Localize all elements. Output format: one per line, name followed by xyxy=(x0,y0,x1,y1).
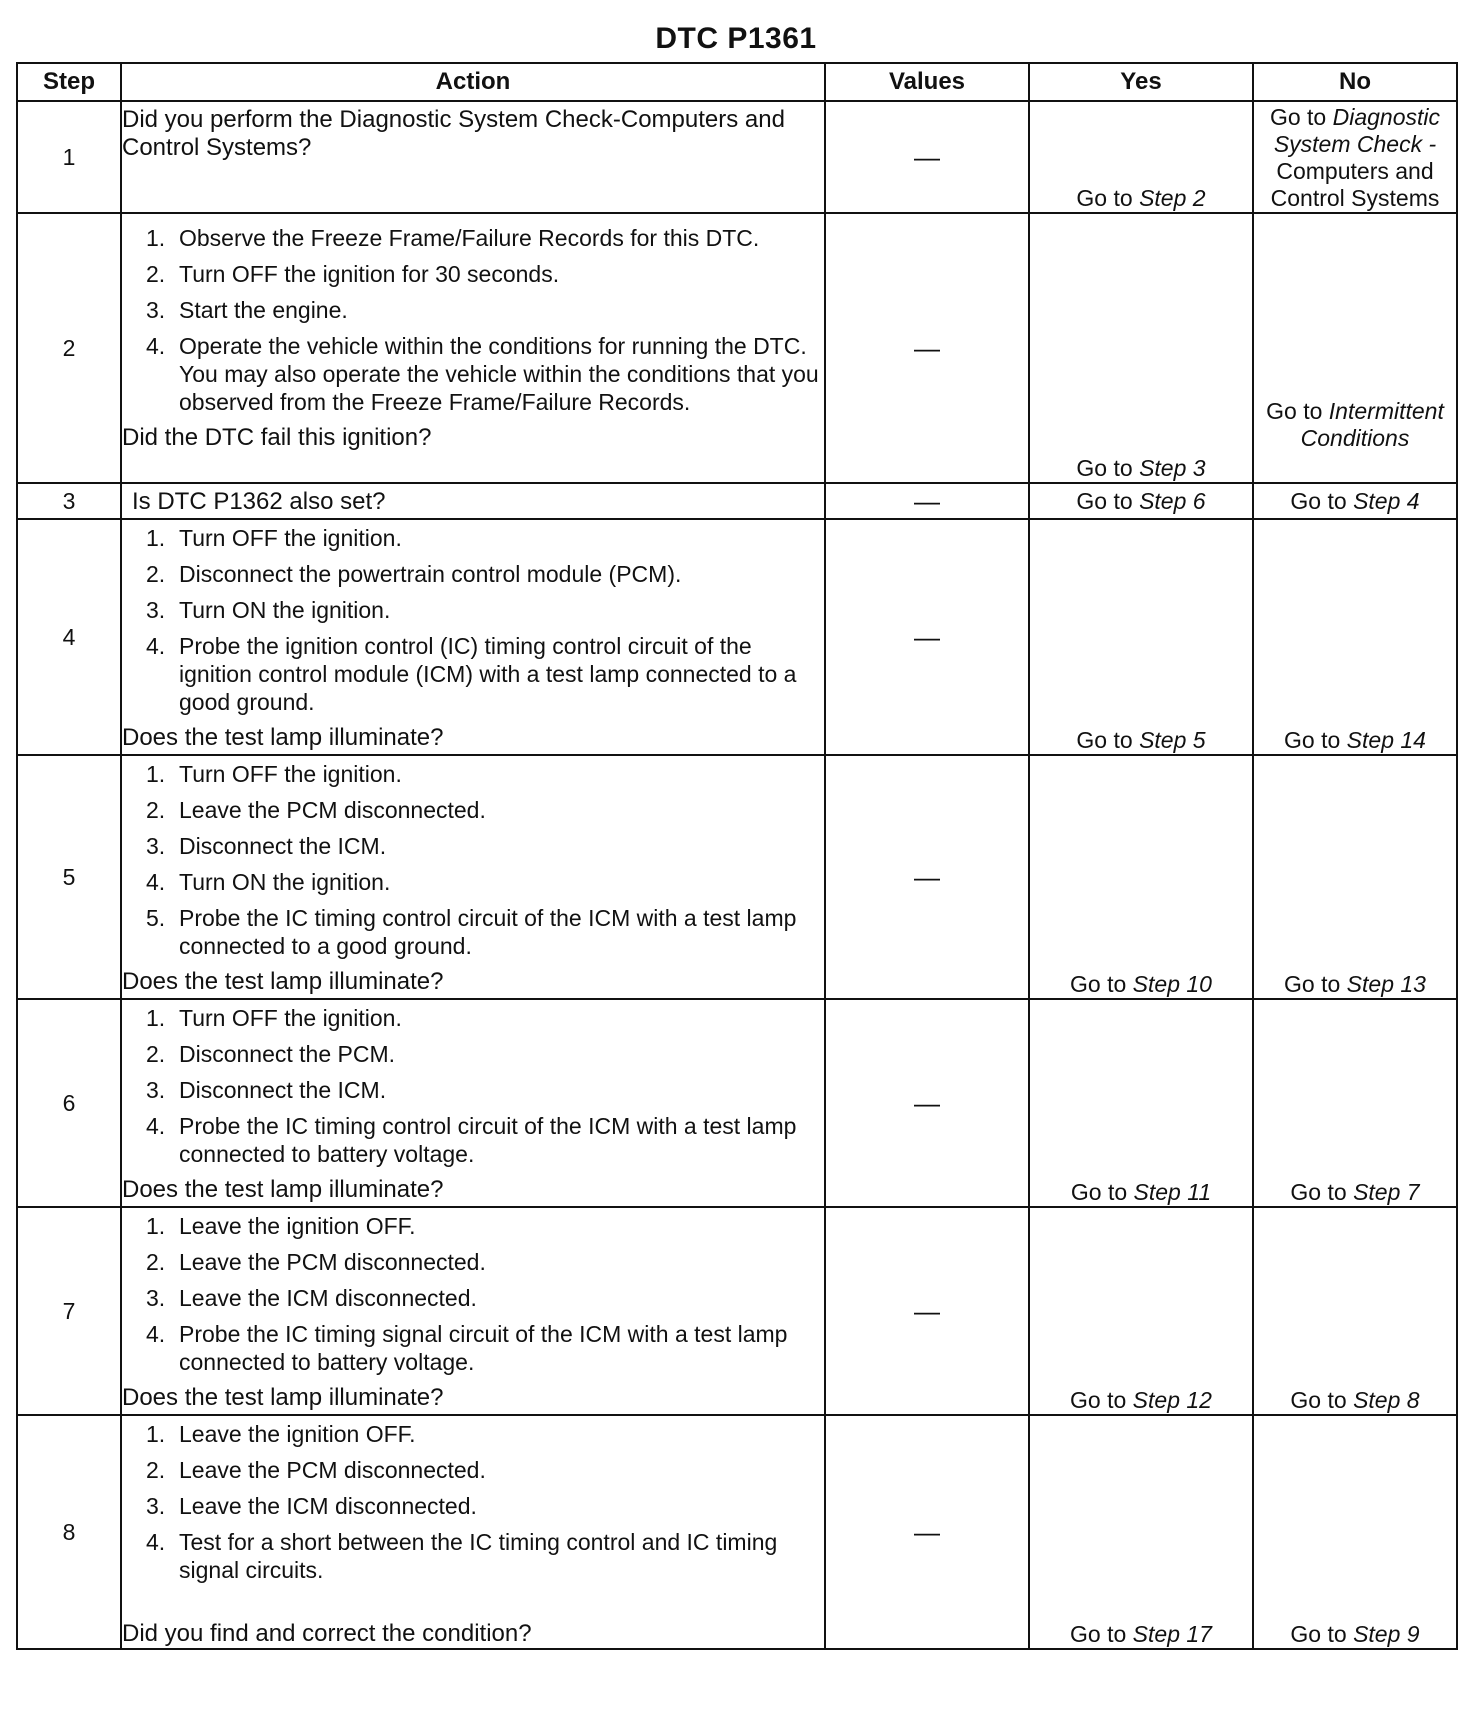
goto-label: Go to xyxy=(1076,488,1133,514)
step-index: 3. xyxy=(146,297,166,323)
action-step xyxy=(146,868,824,896)
header-values: Values xyxy=(825,63,1029,101)
no-cell xyxy=(1253,755,1457,999)
step-index: 3. xyxy=(146,1077,166,1103)
action-cell xyxy=(121,213,825,483)
action-cell xyxy=(121,1415,825,1649)
yes-step-ref: Step 10 xyxy=(1132,971,1212,997)
action-question: Is DTC P1362 also set? xyxy=(132,488,386,515)
action-cell xyxy=(121,755,825,999)
goto-label: Go to xyxy=(1070,1179,1128,1205)
step-number: 2 xyxy=(17,213,121,483)
action-question: Does the test lamp illuminate? xyxy=(122,1384,444,1411)
action-cell xyxy=(121,101,825,213)
goto-label: Go to xyxy=(1290,1387,1347,1413)
action-step xyxy=(146,1076,824,1104)
yes-step-ref: Step 17 xyxy=(1132,1621,1212,1647)
step-text: Disconnect the PCM. xyxy=(179,1041,396,1067)
step-text: Disconnect the powertrain control module (PCM). xyxy=(179,561,682,587)
header-step: Step xyxy=(17,63,121,101)
goto-label: Go to xyxy=(1076,727,1133,753)
step-index: 4. xyxy=(146,333,166,359)
step-text: Probe the IC timing control circuit of the ICM with a test lamp connected to battery voltage. xyxy=(179,1113,797,1167)
no-goto xyxy=(1290,488,1419,514)
no-step-ref: Step 7 xyxy=(1353,1179,1420,1205)
step-text: Turn OFF the ignition. xyxy=(179,1005,402,1031)
action-steps xyxy=(122,1420,824,1584)
header-no: No xyxy=(1253,63,1457,101)
action-question: Does the test lamp illuminate? xyxy=(122,1176,444,1203)
yes-goto xyxy=(1070,1387,1212,1413)
dtc-table xyxy=(16,62,1458,1650)
action-step xyxy=(146,1040,824,1068)
action-step xyxy=(146,260,824,288)
action-cell xyxy=(121,1207,825,1415)
goto-label: Go to xyxy=(1076,185,1133,211)
yes-step-ref: Step 12 xyxy=(1132,1387,1212,1413)
yes-cell xyxy=(1029,101,1253,213)
step-index: 2. xyxy=(146,1041,166,1067)
action-cell xyxy=(121,483,825,519)
no-cell xyxy=(1253,1207,1457,1415)
step-index: 1. xyxy=(146,761,166,787)
table-row xyxy=(17,1207,1457,1415)
no-goto xyxy=(1254,104,1456,212)
no-step-ref: Step 13 xyxy=(1346,971,1426,997)
action-step xyxy=(146,524,824,552)
step-text: Leave the ICM disconnected. xyxy=(179,1493,477,1519)
action-step xyxy=(146,1112,824,1168)
yes-step-ref: Step 3 xyxy=(1139,455,1206,481)
step-number: 7 xyxy=(17,1207,121,1415)
yes-goto xyxy=(1070,971,1212,997)
yes-goto xyxy=(1070,1621,1212,1647)
action-cell xyxy=(121,519,825,755)
no-step-ref: Step 14 xyxy=(1346,727,1426,753)
no-cell xyxy=(1253,1415,1457,1649)
action-question: Did you perform the Diagnostic System Check-Computers and Control Systems? xyxy=(122,106,785,161)
no-goto xyxy=(1290,1179,1419,1205)
yes-cell xyxy=(1029,1207,1253,1415)
step-text: Leave the PCM disconnected. xyxy=(179,797,486,823)
step-number: 8 xyxy=(17,1415,121,1649)
yes-step-ref: Step 6 xyxy=(1139,488,1206,514)
step-index: 2. xyxy=(146,561,166,587)
action-step xyxy=(146,1528,824,1584)
no-cell xyxy=(1253,483,1457,519)
action-step xyxy=(146,1456,824,1484)
step-index: 3. xyxy=(146,1493,166,1519)
step-text: Probe the ignition control (IC) timing control circuit of the ignition control module (ICM) with a test lamp connected to a good ground. xyxy=(179,633,797,715)
no-goto xyxy=(1254,398,1456,452)
values-cell: — xyxy=(825,999,1029,1207)
step-text: Turn OFF the ignition for 30 seconds. xyxy=(179,261,560,287)
step-text: Leave the PCM disconnected. xyxy=(179,1457,486,1483)
step-number: 3 xyxy=(17,483,121,519)
no-extra: Computers and Control Systems xyxy=(1270,158,1440,211)
action-steps xyxy=(122,524,824,716)
no-cell xyxy=(1253,999,1457,1207)
step-text: Leave the ignition OFF. xyxy=(179,1421,416,1447)
step-number: 5 xyxy=(17,755,121,999)
yes-cell xyxy=(1029,483,1253,519)
step-text: Leave the ignition OFF. xyxy=(179,1213,416,1239)
step-index: 1. xyxy=(146,1421,166,1447)
step-text: Operate the vehicle within the conditions for running the DTC. You may also operate the vehicle within the conditions that you observed from the Freeze Frame/Failure Records. xyxy=(179,333,819,415)
step-index: 1. xyxy=(146,1213,166,1239)
step-index: 1. xyxy=(146,1005,166,1031)
action-step xyxy=(146,1248,824,1276)
step-index: 3. xyxy=(146,833,166,859)
action-steps xyxy=(122,224,824,416)
yes-cell xyxy=(1029,519,1253,755)
no-step-ref: Diagnostic System Check - xyxy=(1273,104,1441,157)
step-index: 4. xyxy=(146,1113,166,1139)
goto-label: Go to xyxy=(1269,104,1327,130)
yes-goto xyxy=(1076,455,1205,481)
action-steps xyxy=(122,1004,824,1168)
action-step xyxy=(146,832,824,860)
goto-label: Go to xyxy=(1076,455,1133,481)
step-text: Turn ON the ignition. xyxy=(179,869,391,895)
step-text: Test for a short between the IC timing control and IC timing signal circuits. xyxy=(179,1529,778,1583)
step-index: 3. xyxy=(146,597,166,623)
action-question: Did the DTC fail this ignition? xyxy=(122,424,432,451)
step-text: Observe the Freeze Frame/Failure Records for this DTC. xyxy=(179,225,760,251)
action-step xyxy=(146,796,824,824)
action-step xyxy=(146,1004,824,1032)
step-index: 1. xyxy=(146,225,166,251)
step-index: 1. xyxy=(146,525,166,551)
no-cell xyxy=(1253,101,1457,213)
goto-label: Go to xyxy=(1070,1387,1127,1413)
no-step-ref: Step 4 xyxy=(1353,488,1420,514)
step-index: 4. xyxy=(146,633,166,659)
action-step xyxy=(146,632,824,716)
goto-label: Go to xyxy=(1070,971,1127,997)
action-steps xyxy=(122,1212,824,1376)
step-index: 4. xyxy=(146,869,166,895)
values-cell: — xyxy=(825,1415,1029,1649)
no-cell xyxy=(1253,213,1457,483)
table-row xyxy=(17,999,1457,1207)
action-step xyxy=(146,560,824,588)
yes-cell xyxy=(1029,1415,1253,1649)
step-index: 3. xyxy=(146,1285,166,1311)
action-step xyxy=(146,1284,824,1312)
table-row xyxy=(17,519,1457,755)
step-number: 6 xyxy=(17,999,121,1207)
values-cell: — xyxy=(825,519,1029,755)
action-step xyxy=(146,1492,824,1520)
step-index: 4. xyxy=(146,1529,166,1555)
goto-label: Go to xyxy=(1266,398,1323,424)
yes-step-ref: Step 2 xyxy=(1139,185,1206,211)
goto-label: Go to xyxy=(1284,971,1341,997)
step-index: 2. xyxy=(146,797,166,823)
step-text: Turn OFF the ignition. xyxy=(179,761,402,787)
yes-goto xyxy=(1076,185,1205,211)
goto-label: Go to xyxy=(1070,1621,1127,1647)
yes-cell xyxy=(1029,999,1253,1207)
header-row xyxy=(17,63,1457,101)
step-text: Turn OFF the ignition. xyxy=(179,525,402,551)
action-step xyxy=(146,296,824,324)
no-step-ref: Step 9 xyxy=(1353,1621,1420,1647)
step-text: Leave the PCM disconnected. xyxy=(179,1249,486,1275)
values-cell: — xyxy=(825,101,1029,213)
step-text: Disconnect the ICM. xyxy=(179,833,387,859)
values-cell: — xyxy=(825,213,1029,483)
step-index: 2. xyxy=(146,261,166,287)
step-index: 2. xyxy=(146,1457,166,1483)
no-goto xyxy=(1284,727,1426,753)
action-question: Did you find and correct the condition? xyxy=(122,1620,532,1647)
yes-cell xyxy=(1029,755,1253,999)
goto-label: Go to xyxy=(1290,1621,1347,1647)
goto-label: Go to xyxy=(1284,727,1341,753)
table-row xyxy=(17,101,1457,213)
no-step-ref: Step 8 xyxy=(1353,1387,1420,1413)
action-step xyxy=(146,1212,824,1240)
step-index: 5. xyxy=(146,905,166,931)
table-row xyxy=(17,213,1457,483)
action-step xyxy=(146,1320,824,1376)
step-text: Leave the ICM disconnected. xyxy=(179,1285,477,1311)
goto-label: Go to xyxy=(1290,488,1347,514)
document-title: DTC P1361 xyxy=(655,22,817,55)
table-row xyxy=(17,483,1457,519)
step-text: Start the engine. xyxy=(179,297,348,323)
values-cell: — xyxy=(825,755,1029,999)
table-row xyxy=(17,755,1457,999)
header-yes: Yes xyxy=(1029,63,1253,101)
action-step xyxy=(146,760,824,788)
yes-step-ref: Step 11 xyxy=(1133,1179,1212,1205)
step-number: 4 xyxy=(17,519,121,755)
yes-goto xyxy=(1076,488,1205,514)
no-goto xyxy=(1290,1621,1419,1647)
goto-label: Go to xyxy=(1290,1179,1347,1205)
yes-goto xyxy=(1076,727,1205,753)
action-cell xyxy=(121,999,825,1207)
step-index: 2. xyxy=(146,1249,166,1275)
table-row xyxy=(17,1415,1457,1649)
step-text: Turn ON the ignition. xyxy=(179,597,391,623)
action-step xyxy=(146,1420,824,1448)
action-question: Does the test lamp illuminate? xyxy=(122,968,444,995)
no-step-ref: Intermittent Conditions xyxy=(1300,398,1444,451)
action-question: Does the test lamp illuminate? xyxy=(122,724,444,751)
step-text: Probe the IC timing signal circuit of the ICM with a test lamp connected to battery voltage. xyxy=(179,1321,788,1375)
no-cell xyxy=(1253,519,1457,755)
no-goto xyxy=(1290,1387,1419,1413)
step-text: Disconnect the ICM. xyxy=(179,1077,387,1103)
action-step xyxy=(146,596,824,624)
action-steps xyxy=(122,760,824,960)
yes-step-ref: Step 5 xyxy=(1139,727,1206,753)
step-text: Probe the IC timing control circuit of the ICM with a test lamp connected to a good ground. xyxy=(179,905,797,959)
step-number: 1 xyxy=(17,101,121,213)
header-action: Action xyxy=(121,63,825,101)
values-cell: — xyxy=(825,483,1029,519)
yes-cell xyxy=(1029,213,1253,483)
no-goto xyxy=(1284,971,1426,997)
action-step xyxy=(146,904,824,960)
action-step xyxy=(146,224,824,252)
step-index: 4. xyxy=(146,1321,166,1347)
yes-goto xyxy=(1071,1179,1211,1205)
values-cell: — xyxy=(825,1207,1029,1415)
action-step xyxy=(146,332,824,416)
